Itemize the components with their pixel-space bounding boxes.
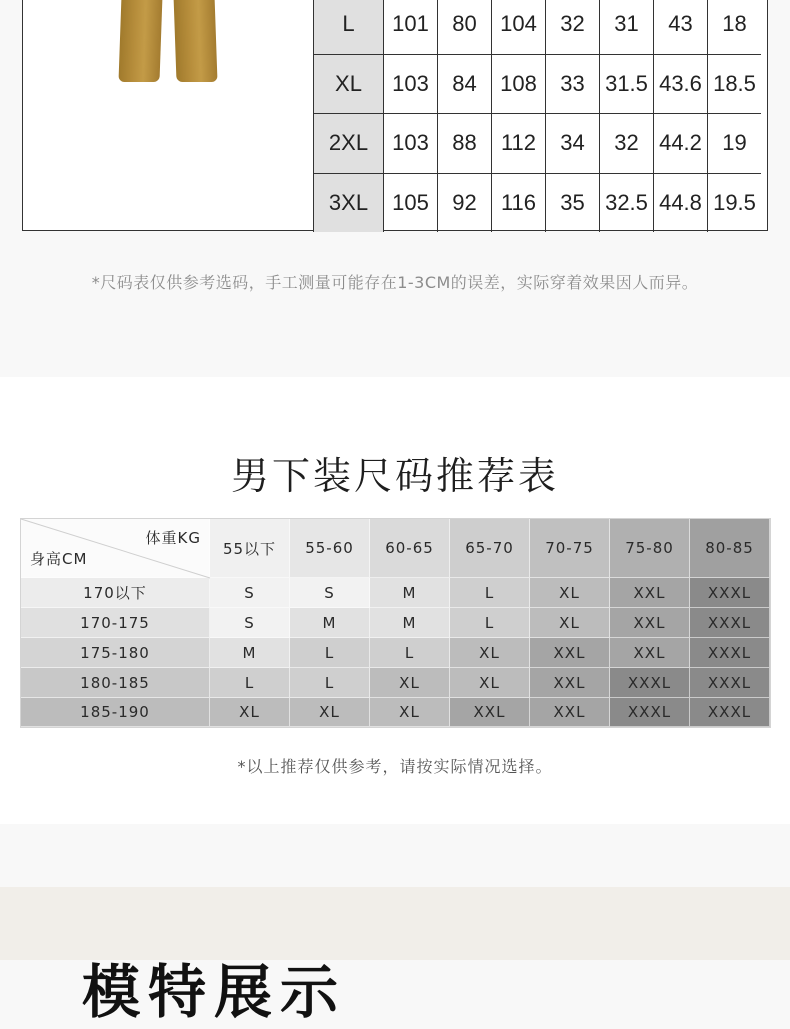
- section-spacer: [0, 824, 790, 887]
- recommended-size-cell: XXL: [610, 638, 690, 668]
- measurement-value-cell: 32: [546, 0, 600, 54]
- recommended-size-cell: XXL: [450, 698, 530, 727]
- recommended-size-cell: L: [450, 608, 530, 638]
- size-recommendation-section: [0, 377, 790, 824]
- recommended-size-cell: XL: [450, 638, 530, 668]
- measurement-value-cell: 32: [600, 114, 654, 174]
- recommended-size-cell: XL: [370, 668, 450, 698]
- measurement-value-cell: 19: [708, 114, 762, 174]
- recommended-size-cell: L: [210, 668, 290, 698]
- measurement-row: [314, 54, 762, 114]
- recommended-size-cell: XXL: [530, 638, 610, 668]
- height-row-header: 170以下: [21, 578, 210, 608]
- measurement-section: [0, 0, 790, 377]
- measurement-row: [314, 114, 762, 174]
- measurement-value-cell: 44.8: [654, 173, 708, 232]
- size-label-cell: XL: [314, 54, 384, 114]
- recommended-size-cell: XL: [210, 698, 290, 727]
- size-label-cell: 2XL: [314, 114, 384, 174]
- measurement-value-cell: 31.5: [600, 54, 654, 114]
- recommended-size-cell: XXXL: [690, 608, 770, 638]
- measurement-value-cell: 18: [708, 0, 762, 54]
- recommended-size-cell: XXXL: [690, 698, 770, 727]
- recommended-size-cell: XL: [530, 608, 610, 638]
- measurement-value-cell: 19.5: [708, 173, 762, 232]
- measurement-value-cell: 116: [492, 173, 546, 232]
- recommended-size-cell: XXXL: [690, 638, 770, 668]
- pant-leg-left: [118, 0, 162, 82]
- recommendation-table: [20, 518, 771, 728]
- measurement-note: *尺码表仅供参考选码，手工测量可能存在1-3CM的误差，实际穿着效果因人而异。: [91, 273, 699, 292]
- measurement-value-cell: 32.5: [600, 173, 654, 232]
- recommended-size-cell: XXXL: [690, 668, 770, 698]
- height-row-header: 175-180: [21, 638, 210, 668]
- measurement-value-cell: 105: [384, 173, 438, 232]
- height-axis-label: 身高CM: [30, 550, 88, 568]
- recommended-size-cell: XXL: [610, 578, 690, 608]
- measurement-value-cell: 103: [384, 114, 438, 174]
- recommended-size-cell: M: [210, 638, 290, 668]
- measurement-table: [313, 0, 761, 232]
- recommended-size-cell: L: [290, 668, 370, 698]
- height-row-header: 185-190: [21, 698, 210, 727]
- measurement-value-cell: 43.6: [654, 54, 708, 114]
- measurement-value-cell: 80: [438, 0, 492, 54]
- model-showcase-heading: 模特展示: [82, 958, 347, 1026]
- recommended-size-cell: XL: [370, 698, 450, 727]
- measurement-value-cell: 33: [546, 54, 600, 114]
- recommended-size-cell: XL: [290, 698, 370, 727]
- measurement-value-cell: 43: [654, 0, 708, 54]
- recommended-size-cell: M: [290, 608, 370, 638]
- weight-column-header: 75-80: [610, 519, 690, 578]
- measurement-value-cell: 35: [546, 173, 600, 232]
- measurement-value-cell: 18.5: [708, 54, 762, 114]
- recommendation-note: *以上推荐仅供参考，请按实际情况选择。: [237, 757, 553, 776]
- recommended-size-cell: L: [370, 638, 450, 668]
- recommended-size-cell: M: [370, 578, 450, 608]
- height-row-header: 170-175: [21, 608, 210, 638]
- recommended-size-cell: S: [290, 578, 370, 608]
- measurement-value-cell: 92: [438, 173, 492, 232]
- recommended-size-cell: XXL: [530, 668, 610, 698]
- model-showcase-section: [0, 887, 790, 1026]
- recommended-size-cell: L: [290, 638, 370, 668]
- product-image: [23, 0, 313, 230]
- measurement-row: [314, 0, 762, 54]
- recommendation-title: 男下装尺码推荐表: [230, 454, 559, 498]
- weight-column-header: 55以下: [210, 519, 290, 578]
- measurement-value-cell: 31: [600, 0, 654, 54]
- weight-column-header: 65-70: [450, 519, 530, 578]
- measurement-value-cell: 108: [492, 54, 546, 114]
- recommended-size-cell: M: [370, 608, 450, 638]
- table-corner-header: [21, 519, 210, 578]
- measurement-value-cell: 101: [384, 0, 438, 54]
- measurement-value-cell: 34: [546, 114, 600, 174]
- weight-column-header: 55-60: [290, 519, 370, 578]
- measurement-value-cell: 112: [492, 114, 546, 174]
- recommended-size-cell: XL: [530, 578, 610, 608]
- measurement-value-cell: 44.2: [654, 114, 708, 174]
- recommended-size-cell: S: [210, 578, 290, 608]
- recommended-size-cell: XXL: [610, 608, 690, 638]
- pant-leg-right: [173, 0, 217, 82]
- size-label-cell: 3XL: [314, 173, 384, 232]
- recommended-size-cell: XXXL: [610, 668, 690, 698]
- weight-column-header: 70-75: [530, 519, 610, 578]
- measurement-value-cell: 103: [384, 54, 438, 114]
- recommended-size-cell: L: [450, 578, 530, 608]
- recommended-size-cell: XL: [450, 668, 530, 698]
- measurement-value-cell: 88: [438, 114, 492, 174]
- measurement-row: [314, 173, 762, 232]
- recommended-size-cell: S: [210, 608, 290, 638]
- recommended-size-cell: XXL: [530, 698, 610, 727]
- recommended-size-cell: XXXL: [610, 698, 690, 727]
- weight-axis-label: 体重KG: [145, 529, 201, 547]
- weight-column-header: 60-65: [370, 519, 450, 578]
- measurement-value-cell: 84: [438, 54, 492, 114]
- size-label-cell: L: [314, 0, 384, 54]
- height-row-header: 180-185: [21, 668, 210, 698]
- measurement-chart-frame: [22, 0, 768, 231]
- recommended-size-cell: XXXL: [690, 578, 770, 608]
- measurement-value-cell: 104: [492, 0, 546, 54]
- weight-column-header: 80-85: [690, 519, 770, 578]
